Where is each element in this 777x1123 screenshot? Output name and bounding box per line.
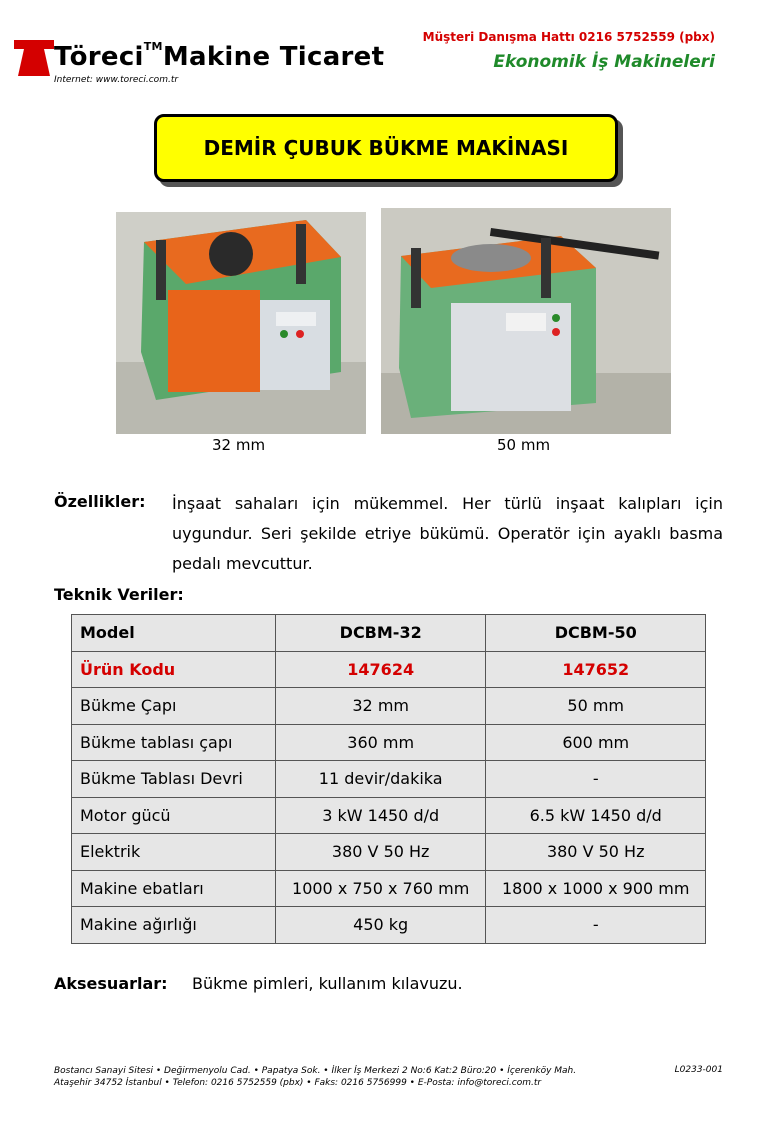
table-cell: 32 mm xyxy=(275,688,485,725)
spec-table xyxy=(71,614,706,944)
table-cell: - xyxy=(486,907,706,944)
table-row xyxy=(72,615,706,652)
table-cell: Bükme tablası çapı xyxy=(72,724,276,761)
table-cell: 147652 xyxy=(486,651,706,688)
table-cell: 147624 xyxy=(275,651,485,688)
table-cell: Makine ağırlığı xyxy=(72,907,276,944)
table-row xyxy=(72,761,706,798)
table-cell: Makine ebatları xyxy=(72,870,276,907)
table-cell: 380 V 50 Hz xyxy=(275,834,485,871)
machine-photo-50mm xyxy=(381,208,671,434)
table-row xyxy=(72,651,706,688)
machine-photo-32mm xyxy=(116,212,366,434)
table-cell: Motor gücü xyxy=(72,797,276,834)
technical-data-label: Teknik Veriler: xyxy=(54,585,184,604)
table-cell: 11 devir/dakika xyxy=(275,761,485,798)
table-cell: - xyxy=(486,761,706,798)
accessories-label: Aksesuarlar: xyxy=(54,974,168,993)
features-label: Özellikler: xyxy=(54,492,146,511)
toreci-logo-icon xyxy=(14,40,54,76)
table-row xyxy=(72,870,706,907)
table-cell: 600 mm xyxy=(486,724,706,761)
footer-line-2: Ataşehir 34752 İstanbul • Telefon: 0216 5752559 (pbx) • Faks: 0216 5756999 • E-Posta: info@toreci.com.tr xyxy=(54,1078,542,1088)
table-cell: 6.5 kW 1450 d/d xyxy=(486,797,706,834)
table-cell: 1800 x 1000 x 900 mm xyxy=(486,870,706,907)
footer-line-1: Bostancı Sanayi Sitesi • Değirmenyolu Cad. • Papatya Sok. • İlker İş Merkezi 2 No:6 Kat:2 Büro:20 • İçerenköy Mah. xyxy=(54,1066,577,1076)
table-cell: Ürün Kodu xyxy=(72,651,276,688)
table-cell: DCBM-32 xyxy=(275,615,485,652)
table-cell: 380 V 50 Hz xyxy=(486,834,706,871)
features-text: İnşaat sahaları için mükemmel. Her türlü inşaat kalıpları için uygundur. Seri şekilde etriye bükümü. Operatör için ayaklı basma pedalı mevcuttur. xyxy=(172,494,723,573)
brand-name: Töreci™Makine Ticaret xyxy=(54,40,385,72)
table-row xyxy=(72,907,706,944)
table-row xyxy=(72,688,706,725)
table-cell: Bükme Çapı xyxy=(72,688,276,725)
photo-caption-32mm: 32 mm xyxy=(212,436,266,454)
table-cell: 3 kW 1450 d/d xyxy=(275,797,485,834)
table-cell: 450 kg xyxy=(275,907,485,944)
page-title: DEMİR ÇUBUK BÜKME MAKİNASI xyxy=(154,114,618,182)
table-cell: 1000 x 750 x 760 mm xyxy=(275,870,485,907)
table-row xyxy=(72,834,706,871)
website-link[interactable]: Internet: www.toreci.com.tr xyxy=(54,75,179,85)
table-cell: Model xyxy=(72,615,276,652)
table-cell: 360 mm xyxy=(275,724,485,761)
hotline-text: Müşteri Danışma Hattı 0216 5752559 (pbx) xyxy=(422,30,715,44)
table-cell: Bükme Tablası Devri xyxy=(72,761,276,798)
table-row xyxy=(72,797,706,834)
footer-address xyxy=(54,1065,576,1089)
slogan-text: Ekonomik İş Makineleri xyxy=(493,52,715,72)
document-code: L0233-001 xyxy=(674,1065,723,1075)
table-cell: 50 mm xyxy=(486,688,706,725)
table-cell: DCBM-50 xyxy=(486,615,706,652)
photo-caption-50mm: 50 mm xyxy=(497,436,551,454)
table-cell: Elektrik xyxy=(72,834,276,871)
accessories-text: Bükme pimleri, kullanım kılavuzu. xyxy=(192,974,463,993)
table-row xyxy=(72,724,706,761)
